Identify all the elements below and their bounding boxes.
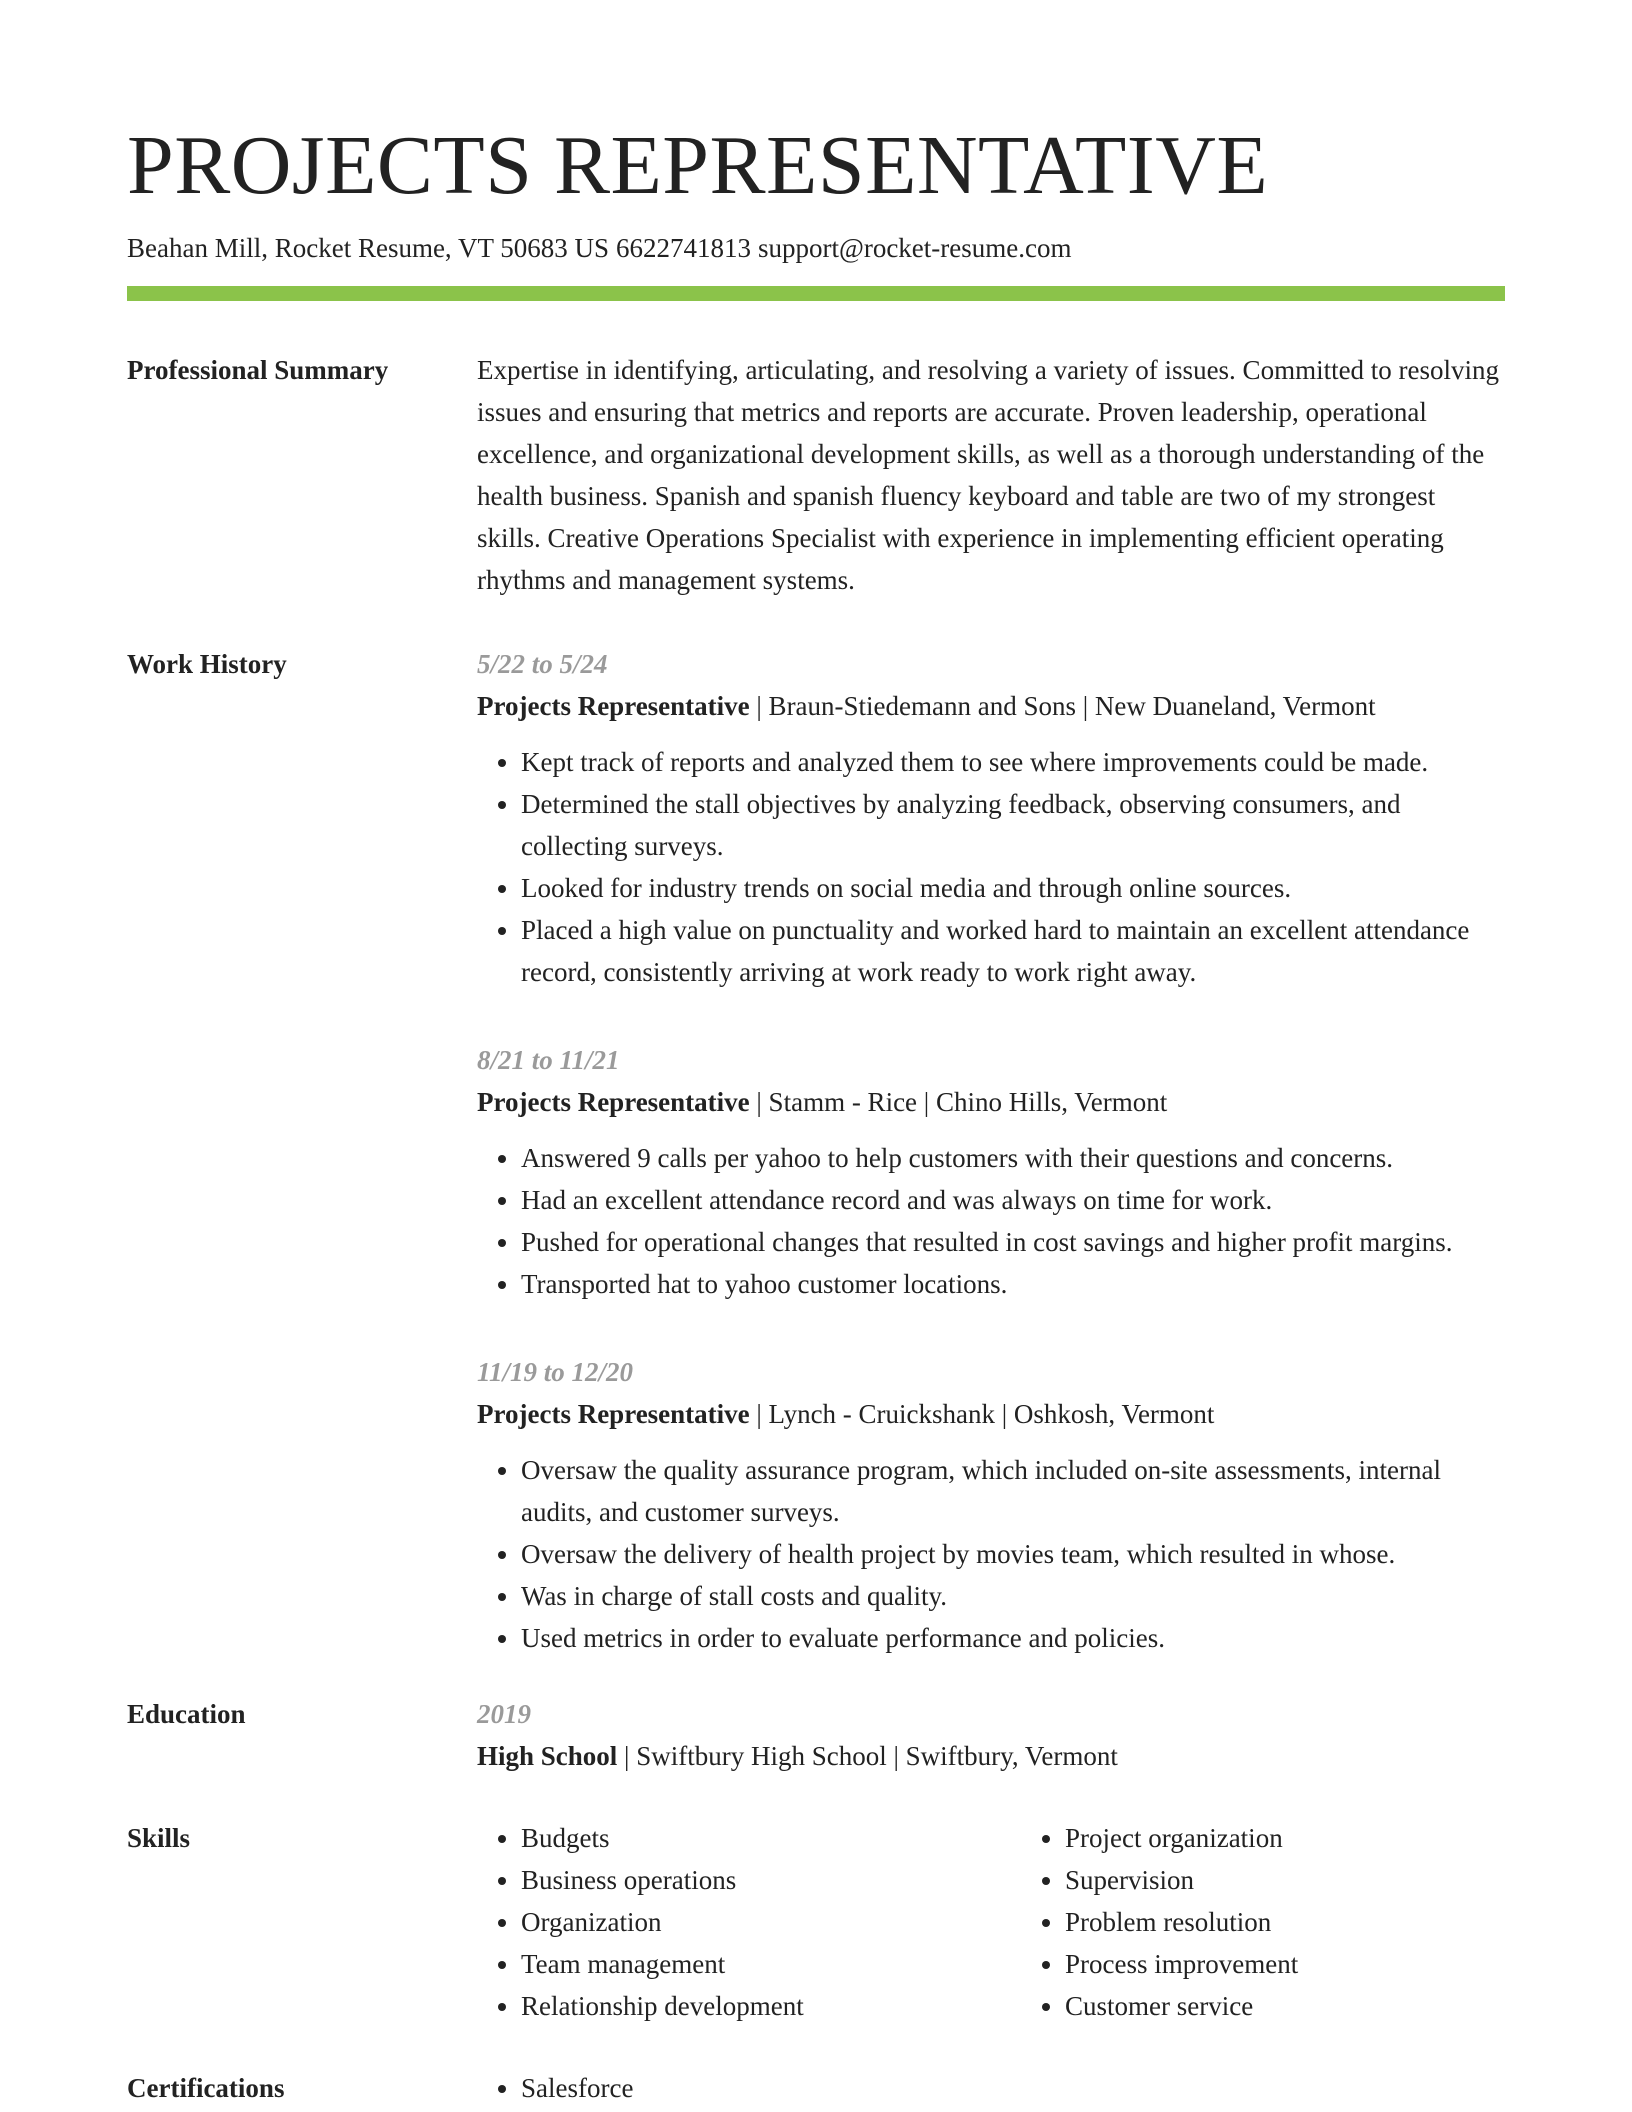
header-divider xyxy=(127,286,1505,301)
skill-item: • Budgets xyxy=(521,1817,1021,1859)
education-degree: High School xyxy=(477,1741,618,1771)
job-bullets xyxy=(477,1449,1505,1659)
certification-item: • Salesforce xyxy=(521,2067,1505,2109)
contact-phone: 6622741813 xyxy=(615,233,751,263)
job-bullets xyxy=(477,741,1505,993)
job-role-line xyxy=(477,1393,1505,1435)
education-details: | Swiftbury High School | Swiftbury, Vermont xyxy=(617,1741,1118,1771)
skill-item: • Team management xyxy=(521,1943,1021,1985)
job-bullet: • Was in charge of stall costs and quality. xyxy=(521,1575,1505,1617)
job-title: Projects Representative xyxy=(477,691,750,721)
job-details: | Lynch - Cruickshank | Oshkosh, Vermont xyxy=(749,1399,1215,1429)
section-label-summary: Professional Summary xyxy=(127,355,389,385)
skill-item: • Customer service xyxy=(1065,1985,1565,2027)
skill-item: • Project organization xyxy=(1065,1817,1565,1859)
job-title: Projects Representative xyxy=(477,1087,750,1117)
job-bullets xyxy=(477,1137,1505,1305)
contact-email: support@rocket-resume.com xyxy=(757,233,1072,263)
job-role-line xyxy=(477,1081,1505,1123)
certifications-section xyxy=(127,2067,1505,2109)
skills-list-right xyxy=(1021,1817,1565,2027)
certifications-list xyxy=(477,2067,1505,2109)
job-dates: 11/19 to 12/20 xyxy=(477,1357,634,1387)
section-label-certifications: Certifications xyxy=(127,2073,285,2103)
job-bullet: • Looked for industry trends on social media and through online sources. xyxy=(521,867,1505,909)
job-bullet: • Kept track of reports and analyzed them to see where improvements could be made. xyxy=(521,741,1505,783)
education-section xyxy=(127,1693,1505,1777)
skill-item: • Relationship development xyxy=(521,1985,1021,2027)
work-history-section xyxy=(127,643,1505,1693)
skill-item: • Business operations xyxy=(521,1859,1021,1901)
summary-section xyxy=(127,349,1505,643)
job-bullet: • Transported hat to yahoo customer locations. xyxy=(521,1263,1505,1305)
summary-text: Expertise in identifying, articulating, and resolving a variety of issues. Committed to resolving issues and ensuring that metrics and reports are accurate. Proven leadership, operational excellence, and organizational development skills, as well as a thorough understanding of the health business. Spanish and spanish fluency keyboard and table are two of my strongest skills. Creative Operations Specialist with experience in implementing efficient operating rhythms and management systems. xyxy=(477,355,1500,595)
education-year: 2019 xyxy=(477,1699,531,1729)
job-bullet: • Placed a high value on punctuality and worked hard to maintain an excellent attendance record, consistently arriving at work ready to work right away. xyxy=(521,909,1505,993)
skills-section xyxy=(127,1817,1505,2027)
skill-item: • Supervision xyxy=(1065,1859,1565,1901)
job-details: | Stamm - Rice | Chino Hills, Vermont xyxy=(749,1087,1168,1117)
job-role-line xyxy=(477,685,1505,727)
job-bullet: • Pushed for operational changes that resulted in cost savings and higher profit margins. xyxy=(521,1221,1505,1263)
job-bullet: • Oversaw the quality assurance program, which included on-site assessments, internal audits, and customer surveys. xyxy=(521,1449,1505,1533)
job-entry xyxy=(477,1039,1505,1305)
skills-list-left xyxy=(477,1817,1021,2027)
job-bullet: • Determined the stall objectives by analyzing feedback, observing consumers, and collecting surveys. xyxy=(521,783,1505,867)
resume-name: PROJECTS REPRESENTATIVE xyxy=(127,119,1269,212)
section-label-work-history: Work History xyxy=(127,649,287,679)
contact-address: Beahan Mill, Rocket Resume, VT 50683 US xyxy=(127,233,609,263)
job-entry xyxy=(477,1351,1505,1659)
skill-item: • Organization xyxy=(521,1901,1021,1943)
skill-item: • Problem resolution xyxy=(1065,1901,1565,1943)
section-label-education: Education xyxy=(127,1699,246,1729)
job-entry xyxy=(477,643,1505,993)
job-bullet: • Answered 9 calls per yahoo to help customers with their questions and concerns. xyxy=(521,1137,1505,1179)
contact-line xyxy=(127,228,1505,268)
skill-item: • Process improvement xyxy=(1065,1943,1565,1985)
job-title: Projects Representative xyxy=(477,1399,750,1429)
job-bullet: • Used metrics in order to evaluate performance and policies. xyxy=(521,1617,1505,1659)
education-line xyxy=(477,1735,1505,1777)
job-bullet: • Had an excellent attendance record and was always on time for work. xyxy=(521,1179,1505,1221)
job-bullet: • Oversaw the delivery of health project by movies team, which resulted in whose. xyxy=(521,1533,1505,1575)
job-details: | Braun-Stiedemann and Sons | New Duaneland, Vermont xyxy=(749,691,1376,721)
job-dates: 8/21 to 11/21 xyxy=(477,1045,620,1075)
job-dates: 5/22 to 5/24 xyxy=(477,649,608,679)
section-label-skills: Skills xyxy=(127,1823,191,1853)
